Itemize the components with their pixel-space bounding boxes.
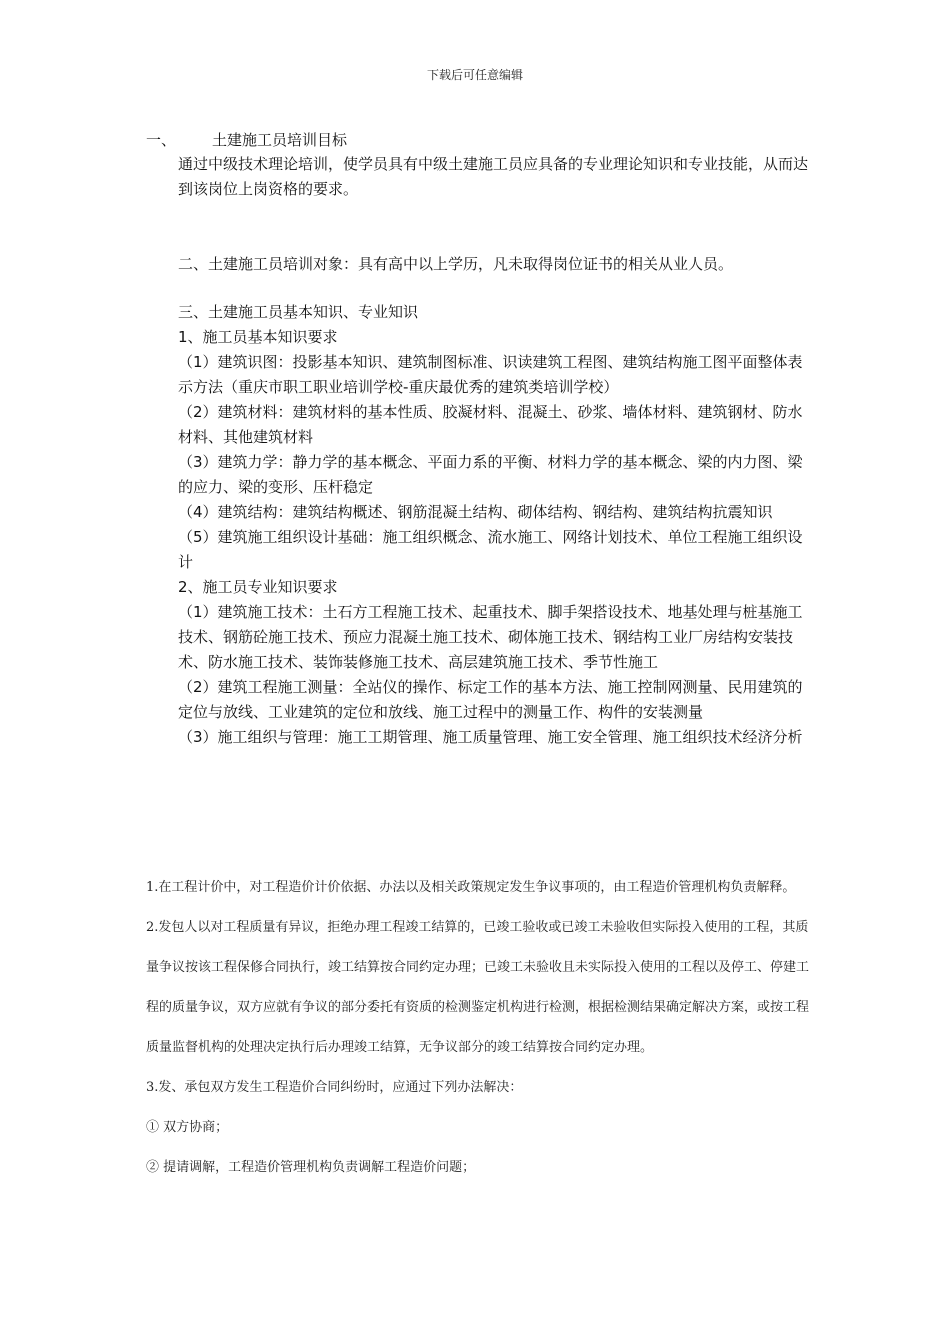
section3-line: （3）施工组织与管理：施工工期管理、施工质量管理、施工安全管理、施工组织技术经济分析 bbox=[178, 728, 803, 746]
section3-line: （4）建筑结构：建筑结构概述、钢筋混凝土结构、砌体结构、钢结构、建筑结构抗震知识 bbox=[178, 503, 773, 521]
page-header: 下载后可任意编辑 bbox=[426, 68, 523, 82]
section3-line: 1、施工员基本知识要求 bbox=[178, 328, 338, 346]
section1-number: 一、 bbox=[146, 131, 177, 149]
dispute-item: ② 提请调解，工程造价管理机构负责调解工程造价问题； bbox=[146, 1160, 476, 1175]
section1-body: 通过中级技术理论培训，使学员具有中级土建施工员应具备的专业理论知识和专业技能，从而达到该岗位上岗资格的要求。 bbox=[178, 155, 809, 198]
dispute-item: ① 双方协商； bbox=[146, 1120, 229, 1135]
section1-title: 土建施工员培训目标 bbox=[212, 131, 348, 149]
section3-line: （2）建筑工程施工测量：全站仪的操作、标定工作的基本方法、施工控制网测量、民用建筑的定位与放线、工业建筑的定位和放线、施工过程中的测量工作、构件的安装测量 bbox=[178, 678, 803, 721]
section3-line: （1）建筑施工技术：土石方工程施工技术、起重技术、脚手架搭设技术、地基处理与桩基施工技术、钢筋砼施工技术、预应力混凝土施工技术、砌体施工技术、钢结构工业厂房结构安装技术、防水施工技术、装饰装修施工技术、高层建筑施工技术、季节性施工 bbox=[178, 603, 803, 671]
section3-line: 2、施工员专业知识要求 bbox=[178, 578, 338, 596]
dispute-item: 1.在工程计价中，对工程造价计价依据、办法以及相关政策规定发生争议事项的，由工程造价管理机构负责解释。 bbox=[146, 880, 796, 895]
section1-heading bbox=[146, 128, 816, 153]
dispute-section bbox=[146, 868, 811, 1188]
section3-line: （3）建筑力学：静力学的基本概念、平面力系的平衡、材料力学的基本概念、梁的内力图、梁的应力、梁的变形、压杆稳定 bbox=[178, 453, 803, 496]
section3-line: （2）建筑材料：建筑材料的基本性质、胶凝材料、混凝土、砂浆、墙体材料、建筑钢材、防水材料、其他建筑材料 bbox=[178, 403, 803, 446]
section3-line: （1）建筑识图：投影基本知识、建筑制图标准、识读建筑工程图、建筑结构施工图平面整体表示方法（重庆市职工职业培训学校-重庆最优秀的建筑类培训学校） bbox=[178, 353, 803, 396]
dispute-item: 2.发包人以对工程质量有异议，拒绝办理工程竣工结算的，已竣工验收或已竣工未验收但实际投入使用的工程，其质量争议按该工程保修合同执行，竣工结算按合同约定办理；已竣工未验收且未实际投入使用的工程以及停工、停建工程的质量争议，双方应就有争议的部分委托有资质的检测鉴定机构进行检测，根据检测结果确定解决方案，或按工程质量监督机构的处理决定执行后办理竣工结算，无争议部分的竣工结算按合同约定办理。 bbox=[146, 920, 810, 1055]
section3-title: 三、土建施工员基本知识、专业知识 bbox=[178, 303, 419, 321]
section2-text: 二、土建施工员培训对象：具有高中以上学历，凡未取得岗位证书的相关从业人员。 bbox=[178, 255, 734, 273]
section3-line: （5）建筑施工组织设计基础：施工组织概念、流水施工、网络计划技术、单位工程施工组织设计 bbox=[178, 528, 803, 571]
dispute-item: 3.发、承包双方发生工程造价合同纠纷时，应通过下列办法解决： bbox=[146, 1080, 523, 1095]
section3 bbox=[178, 300, 808, 750]
